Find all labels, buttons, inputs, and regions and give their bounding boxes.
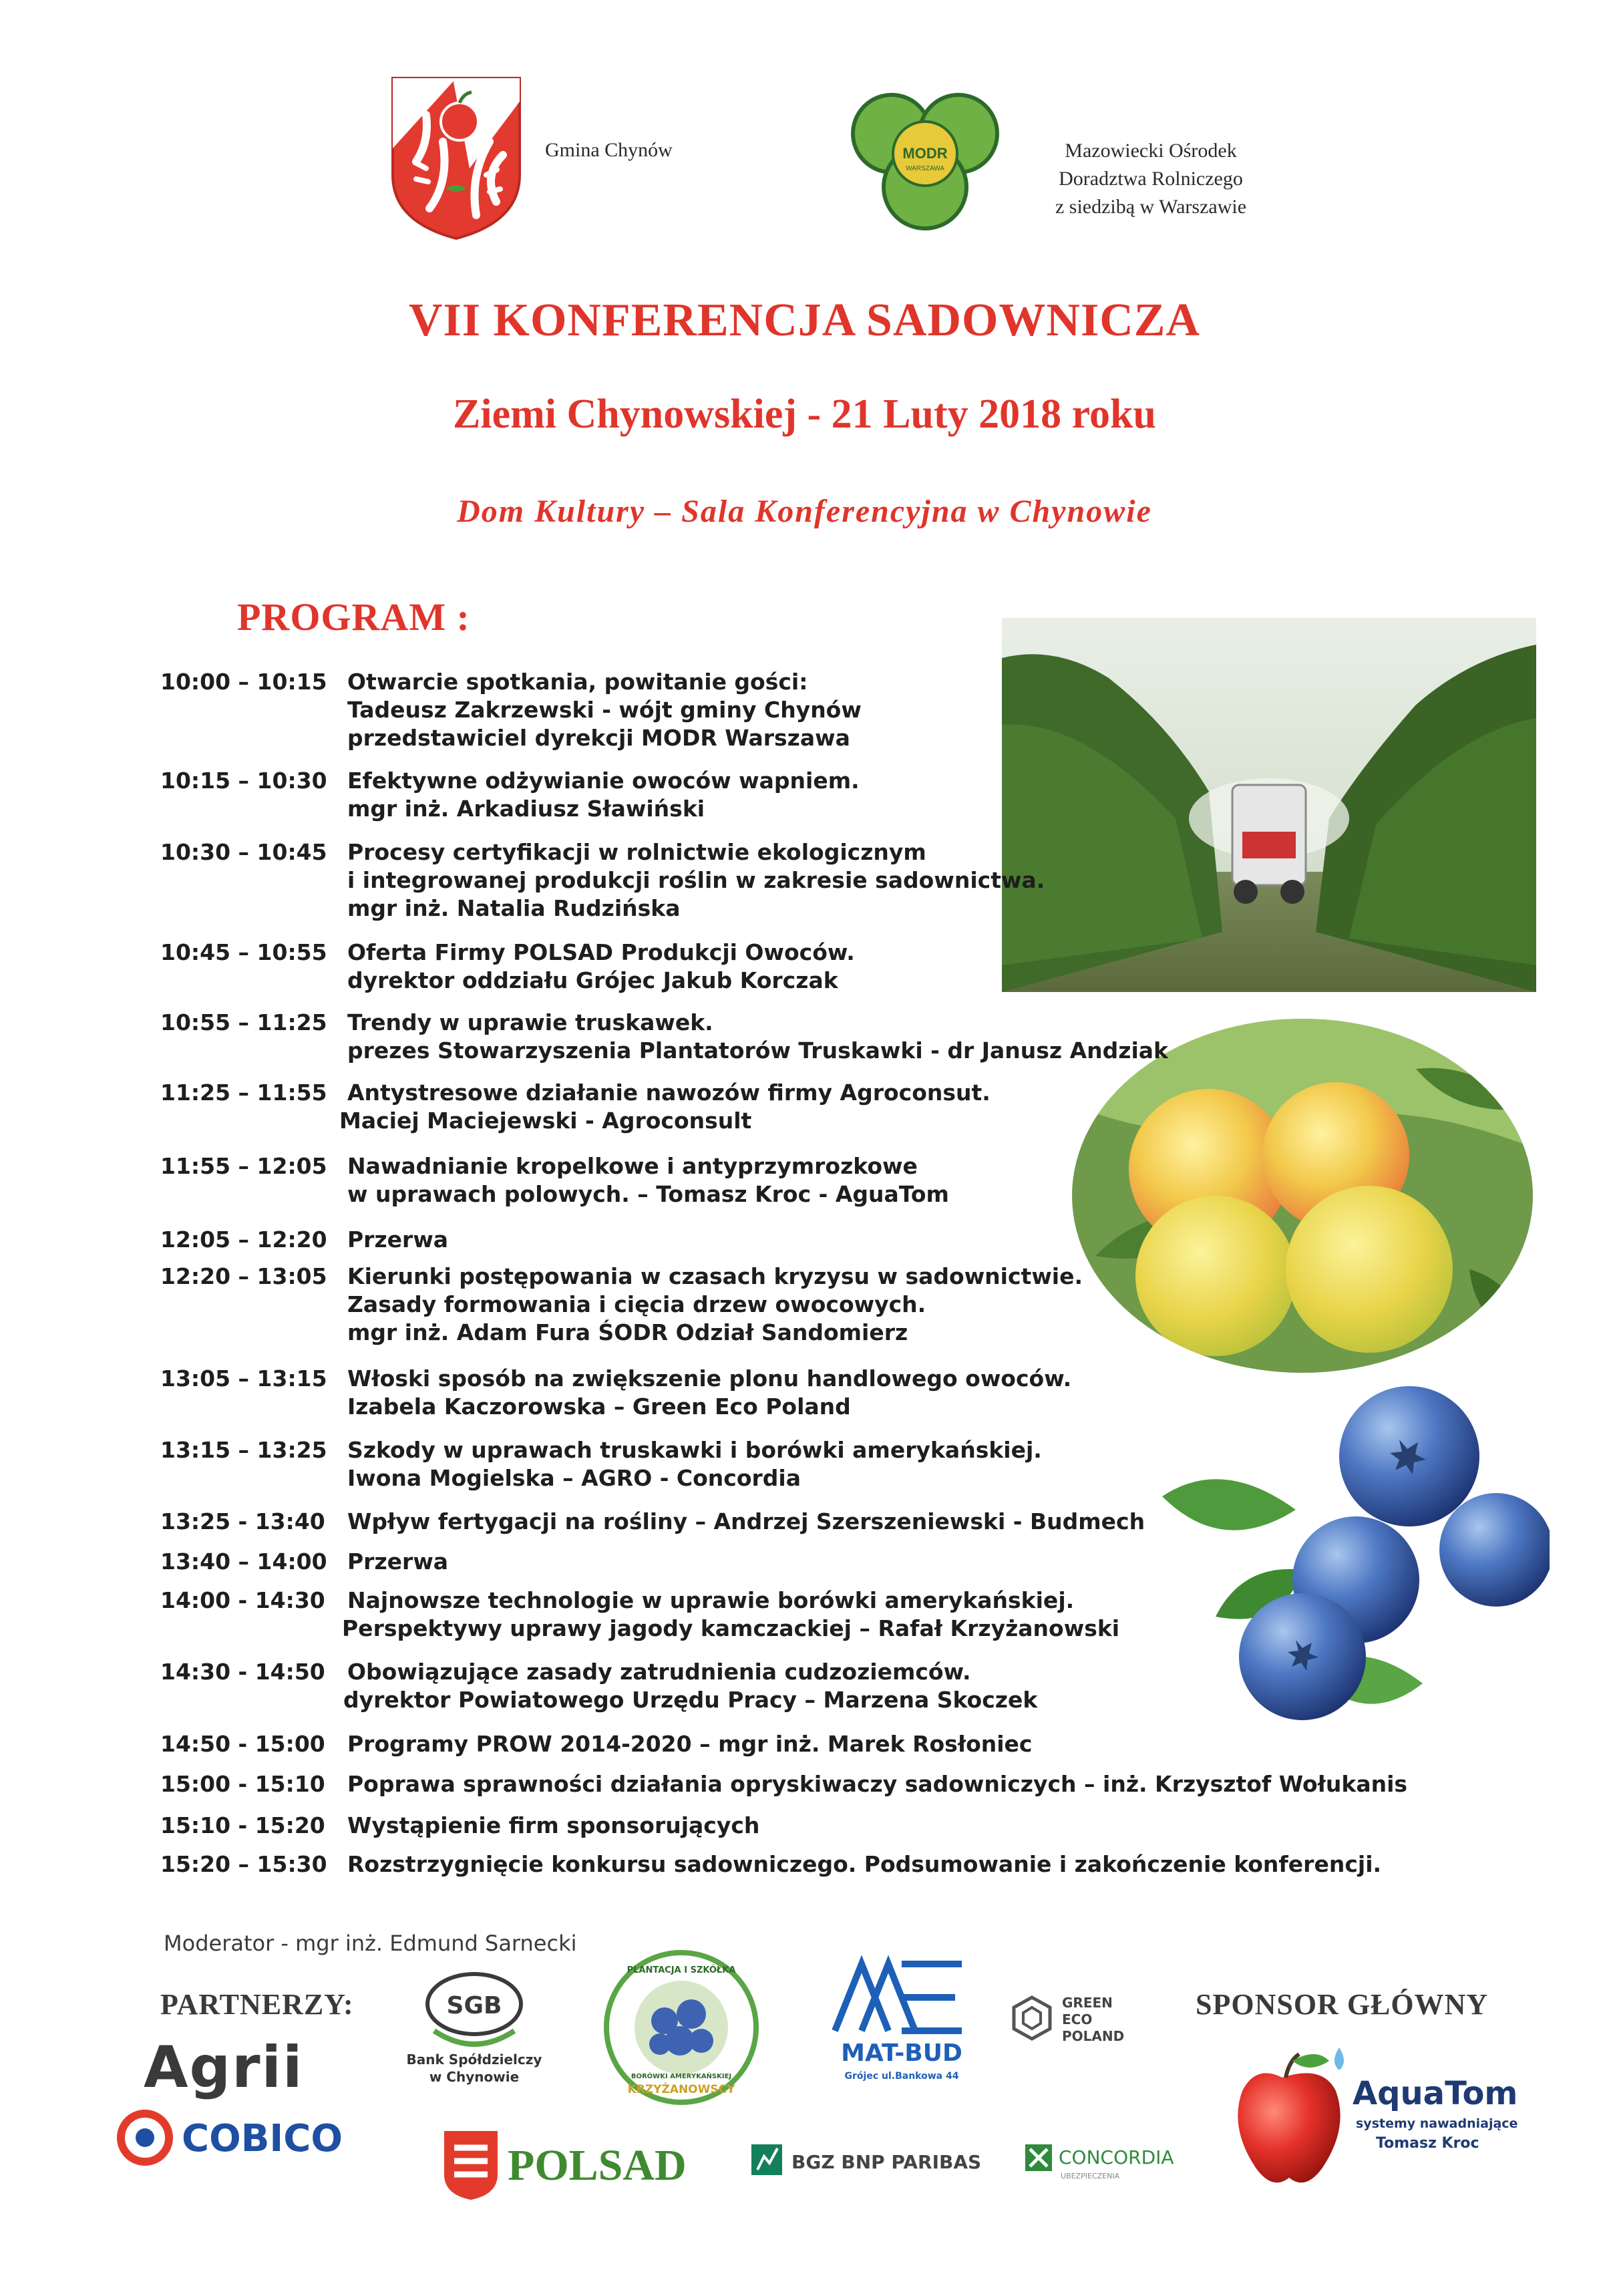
schedule-time: 10:00 – 10:15 xyxy=(160,669,327,695)
matbud-logo xyxy=(815,1951,989,2084)
schedule-topic: Przerwa xyxy=(347,1548,449,1575)
bgz-logo-text: BGZ BNP PARIBAS xyxy=(791,2151,982,2173)
polsad-logo xyxy=(437,2121,718,2201)
schedule-speaker: Izabela Kaczorowska – Green Eco Poland xyxy=(347,1393,851,1420)
schedule-description xyxy=(347,1226,448,1254)
schedule-time: 12:20 – 13:05 xyxy=(160,1263,327,1289)
schedule-description xyxy=(347,1770,1407,1798)
schedule-speaker: i integrowanej produkcji roślin w zakresie sadownictwa. xyxy=(347,867,1045,893)
schedule-time: 10:30 – 10:45 xyxy=(160,839,327,865)
schedule-description xyxy=(342,1587,1120,1643)
schedule-speaker: mgr inż. Arkadiusz Sławiński xyxy=(347,796,705,822)
schedule-speaker: mgr inż. Adam Fura ŚODR Odział Sandomierz xyxy=(347,1319,908,1345)
schedule-speaker: w uprawach polowych. – Tomasz Kroc - AguaTom xyxy=(347,1181,949,1207)
moderator-line: Moderator - mgr inż. Edmund Sarnecki xyxy=(164,1931,577,1956)
conference-venue: Dom Kultury – Sala Konferencyjna w Chynowie xyxy=(457,494,1152,529)
schedule-topic: Przerwa xyxy=(347,1226,449,1253)
schedule-description xyxy=(347,1730,1032,1758)
schedule-description xyxy=(347,767,860,823)
schedule-topic: Kierunki postępowania w czasach kryzysu w sadownictwie. xyxy=(347,1263,1083,1289)
polsad-logo-text: POLSAD xyxy=(508,2141,687,2190)
schedule-topic: Programy PROW 2014-2020 – mgr inż. Marek Rosłoniec xyxy=(347,1731,1033,1757)
schedule-time: 15:20 – 15:30 xyxy=(160,1851,327,1877)
schedule-topic: Najnowsze technologie w uprawie borówki amerykańskiej. xyxy=(347,1587,1075,1613)
greeneco-text: POLAND xyxy=(1062,2028,1125,2044)
schedule-time: 15:10 - 15:20 xyxy=(160,1812,325,1838)
conference-subtitle: Ziemi Chynowskiej - 21 Luty 2018 roku xyxy=(453,391,1156,437)
schedule-topic: Nawadnianie kropelkowe i antyprzymrozkowe xyxy=(347,1153,918,1179)
schedule-topic: Efektywne odżywianie owoców wapniem. xyxy=(347,768,860,794)
greeneco-text: GREEN xyxy=(1062,1995,1113,2011)
schedule-time: 13:25 - 13:40 xyxy=(160,1508,325,1534)
modr-logo-text: MODR xyxy=(902,145,948,162)
schedule-topic: Oferta Firmy POLSAD Produkcji Owoców. xyxy=(347,939,855,965)
conference-title: VII KONFERENCJA SADOWNICZA xyxy=(408,295,1201,346)
cobico-logo-text: COBICO xyxy=(182,2117,343,2160)
schedule-topic: Antystresowe działanie nawozów firmy Agroconsut. xyxy=(347,1080,991,1106)
schedule-topic: Wpływ fertygacji na rośliny – Andrzej Szerszeniewski - Budmech xyxy=(347,1508,1145,1534)
matbud-logo-text: MAT-BUD xyxy=(841,2039,962,2067)
schedule-time: 15:00 - 15:10 xyxy=(160,1771,325,1797)
aquatom-sub: systemy nawadniające xyxy=(1356,2116,1518,2131)
schedule-time: 13:15 – 13:25 xyxy=(160,1437,327,1463)
schedule-topic: Trendy w uprawie truskawek. xyxy=(347,1009,713,1035)
schedule-topic: Wystąpienie firm sponsorujących xyxy=(347,1812,760,1838)
schedule-topic: Włoski sposób na zwiększenie plonu handlowego owoców. xyxy=(347,1365,1072,1391)
schedule-description xyxy=(347,1436,1042,1492)
krzyzanowscy-top-text: PLANTACJA I SZKÓŁKA xyxy=(627,1965,736,1975)
schedule-speaker: dyrektor Powiatowego Urzędu Pracy – Marzena Skoczek xyxy=(343,1687,1038,1713)
krzyzanowscy-mid-text: BORÓWKI AMERYKAŃSKIEJ xyxy=(631,2073,732,2080)
gmina-coat-of-arms xyxy=(389,75,523,242)
cobico-logo xyxy=(115,2104,395,2171)
aquatom-owner: Tomasz Kroc xyxy=(1376,2135,1479,2152)
schedule-time: 13:40 – 14:00 xyxy=(160,1548,327,1575)
matbud-address: Grójec ul.Bankowa 44 xyxy=(844,2071,959,2082)
schedule-speaker: Iwona Mogielska – AGRO - Concordia xyxy=(347,1465,801,1491)
schedule-time: 11:55 – 12:05 xyxy=(160,1153,327,1179)
orchard-sprayer-photo xyxy=(1002,618,1536,992)
schedule-description xyxy=(339,1079,991,1135)
modr-name-line: Mazowiecki Ośrodek xyxy=(1065,140,1237,162)
agrii-logo: Agrii xyxy=(144,2034,304,2101)
schedule-topic: Procesy certyfikacji w rolnictwie ekologicznym xyxy=(347,839,926,865)
sgb-caption: w Chynowie xyxy=(429,2069,520,2085)
aquatom-logo xyxy=(1216,2041,1523,2194)
schedule-description xyxy=(347,1812,759,1840)
partners-label: PARTNERZY: xyxy=(160,1988,354,2021)
schedule-description xyxy=(347,838,1045,923)
concordia-logo xyxy=(1022,2134,1216,2188)
schedule-topic: Otwarcie spotkania, powitanie gości: xyxy=(347,669,808,695)
krzyzanowscy-bottom-text: KRZYŻANOWSCY xyxy=(627,2083,735,2096)
schedule-speaker: Perspektywy uprawy jagody kamczackiej – Rafał Krzyżanowski xyxy=(342,1615,1120,1641)
schedule-time: 14:00 - 14:30 xyxy=(160,1587,325,1613)
schedule-time: 14:50 - 15:00 xyxy=(160,1731,325,1757)
schedule-description xyxy=(347,1009,1168,1065)
modr-logo-subtext: WARSZAWA xyxy=(906,165,944,172)
schedule-description xyxy=(347,1152,949,1208)
schedule-time: 11:25 – 11:55 xyxy=(160,1080,327,1106)
modr-name-line: z siedzibą w Warszawie xyxy=(1055,196,1247,218)
sgb-logo xyxy=(387,1964,561,2098)
schedule-description xyxy=(347,1548,448,1576)
gmina-name: Gmina Chynów xyxy=(545,139,673,161)
schedule-speaker: prezes Stowarzyszenia Plantatorów Truskawki - dr Janusz Andziak xyxy=(347,1037,1168,1063)
aquatom-logo-text: AquaTom xyxy=(1353,2075,1518,2112)
schedule-description xyxy=(343,1658,1038,1714)
schedule-speaker: mgr inż. Natalia Rudzińska xyxy=(347,895,681,921)
modr-name-line: Doradztwa Rolniczego xyxy=(1059,168,1243,190)
modr-name xyxy=(1031,137,1271,221)
schedule-topic: Rozstrzygnięcie konkursu sadowniczego. Podsumowanie i zakończenie konferencji. xyxy=(347,1851,1382,1877)
schedule-description xyxy=(347,1850,1381,1878)
blueberries-photo xyxy=(1135,1376,1550,1737)
bgz-bnp-paribas-logo xyxy=(748,2138,989,2184)
krzyzanowscy-logo xyxy=(601,1947,761,2108)
concordia-sub: UBEZPIECZENIA xyxy=(1061,2172,1120,2180)
schedule-description xyxy=(347,668,862,752)
green-eco-poland-logo xyxy=(1009,1987,1162,2054)
schedule-time: 13:05 – 13:15 xyxy=(160,1365,327,1391)
schedule-topic: Poprawa sprawności działania opryskiwaczy sadowniczych – inż. Krzysztof Wołukanis xyxy=(347,1771,1408,1797)
schedule-description xyxy=(347,1263,1083,1347)
main-sponsor-label: SPONSOR GŁÓWNY xyxy=(1196,1988,1489,2021)
schedule-time: 10:45 – 10:55 xyxy=(160,939,327,965)
schedule-speaker: przedstawiciel dyrekcji MODR Warszawa xyxy=(347,725,850,751)
schedule-description xyxy=(347,939,855,995)
apples-photo xyxy=(1069,1015,1536,1376)
schedule-topic: Szkody w uprawach truskawki i borówki amerykańskiej. xyxy=(347,1437,1042,1463)
schedule-topic: Obowiązujące zasady zatrudnienia cudzoziemców. xyxy=(347,1659,971,1685)
schedule-speaker: Zasady formowania i cięcia drzew owocowych. xyxy=(347,1291,926,1317)
program-heading: PROGRAM : xyxy=(237,595,470,639)
schedule-speaker: Tadeusz Zakrzewski - wójt gminy Chynów xyxy=(347,697,862,723)
concordia-logo-text: CONCORDIA xyxy=(1059,2146,1174,2168)
greeneco-text: ECO xyxy=(1062,2011,1093,2027)
schedule-time: 10:55 – 11:25 xyxy=(160,1009,327,1035)
schedule-speaker: Maciej Maciejewski - Agroconsult xyxy=(339,1108,752,1134)
sgb-badge-text: SGB xyxy=(446,1992,502,2019)
schedule-time: 12:05 – 12:20 xyxy=(160,1226,327,1253)
schedule-time: 14:30 - 14:50 xyxy=(160,1659,325,1685)
modr-logo xyxy=(845,84,1005,237)
schedule-time: 10:15 – 10:30 xyxy=(160,768,327,794)
schedule-description xyxy=(347,1508,1145,1536)
sgb-caption: Bank Spółdzielczy xyxy=(406,2052,542,2068)
schedule-description xyxy=(347,1365,1071,1421)
schedule-speaker: dyrektor oddziału Grójec Jakub Korczak xyxy=(347,967,838,993)
